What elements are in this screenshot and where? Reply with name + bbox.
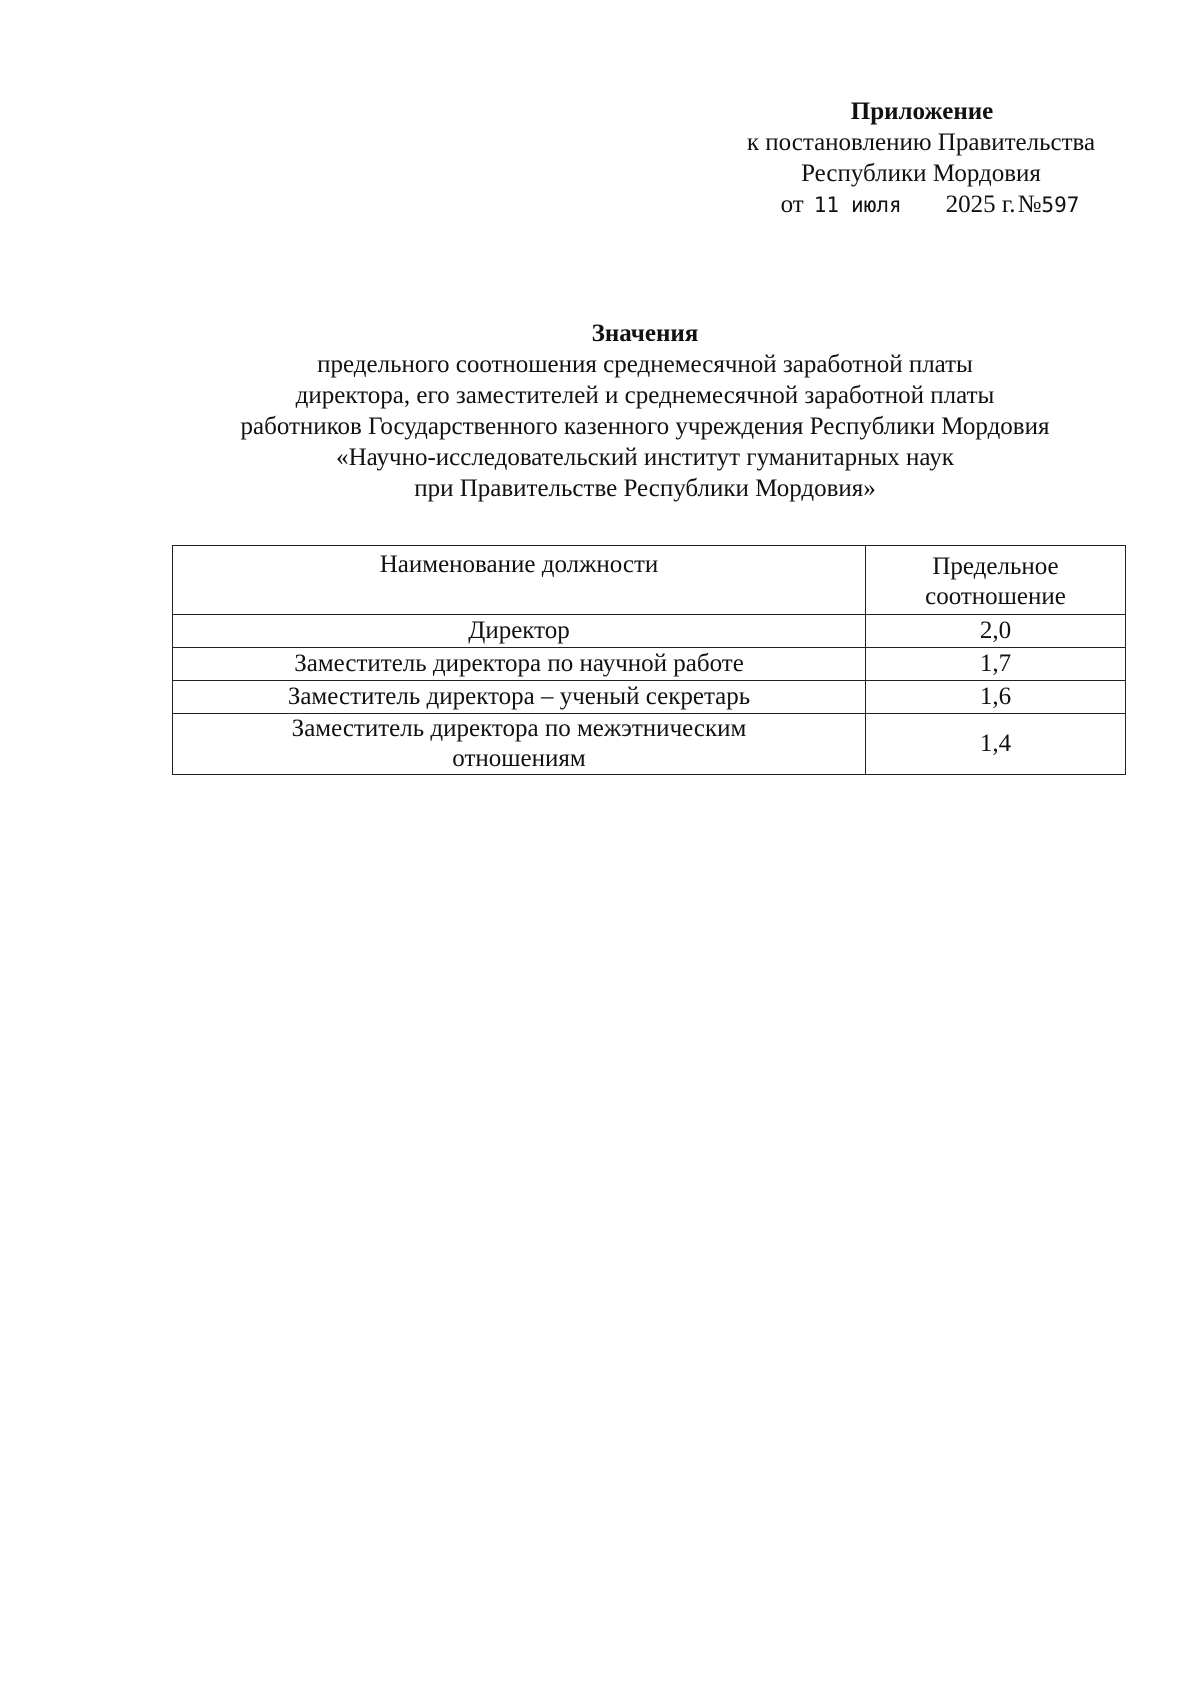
appendix-date-line	[706, 189, 1136, 221]
date-year: 2025 г.	[945, 191, 1016, 218]
appendix-line-2: Республики Мордовия	[801, 160, 1041, 187]
title-heading: Значения	[591, 320, 699, 347]
document-number: 597	[1041, 193, 1080, 217]
table-row	[173, 615, 1126, 648]
document-title	[170, 318, 1120, 504]
header-ratio-line-1: Предельное	[932, 553, 1059, 580]
row-position-line-1: Заместитель директора по межэтническим	[291, 715, 747, 742]
ratio-table-container	[172, 545, 1126, 775]
title-line-3: работников Государственного казенного учреждения Республики Мордовия	[240, 413, 1050, 440]
title-line-1: предельного соотношения среднемесячной заработной платы	[317, 351, 973, 378]
row-position	[173, 714, 866, 775]
row-ratio: 2,0	[866, 615, 1126, 648]
header-ratio	[866, 546, 1126, 615]
header-ratio-line-2: соотношение	[925, 583, 1066, 610]
row-position-line-2: отношениям	[452, 745, 586, 772]
table-header-row	[173, 546, 1126, 615]
ratio-table	[172, 545, 1126, 775]
title-line-2: директора, его заместителей и среднемесячной заработной платы	[295, 382, 995, 409]
date-month: июля	[851, 193, 902, 217]
table-row	[173, 681, 1126, 714]
row-ratio: 1,6	[866, 681, 1126, 714]
appendix-line-1: к постановлению Правительства	[746, 129, 1096, 156]
row-ratio: 1,4	[866, 714, 1126, 775]
table-row	[173, 648, 1126, 681]
date-day: 11	[813, 193, 840, 217]
number-sign: №	[1017, 191, 1042, 218]
row-position: Заместитель директора – ученый секретарь	[173, 681, 866, 714]
table-row	[173, 714, 1126, 775]
appendix-header	[706, 96, 1136, 221]
appendix-heading: Приложение	[850, 98, 994, 125]
row-position: Заместитель директора по научной работе	[173, 648, 866, 681]
header-position: Наименование должности	[173, 546, 866, 615]
date-prefix: от	[780, 191, 804, 218]
row-ratio: 1,7	[866, 648, 1126, 681]
row-position: Директор	[173, 615, 866, 648]
title-line-5: при Правительстве Республики Мордовия»	[414, 475, 876, 502]
title-line-4: «Научно-исследовательский институт гуманитарных наук	[336, 444, 954, 471]
